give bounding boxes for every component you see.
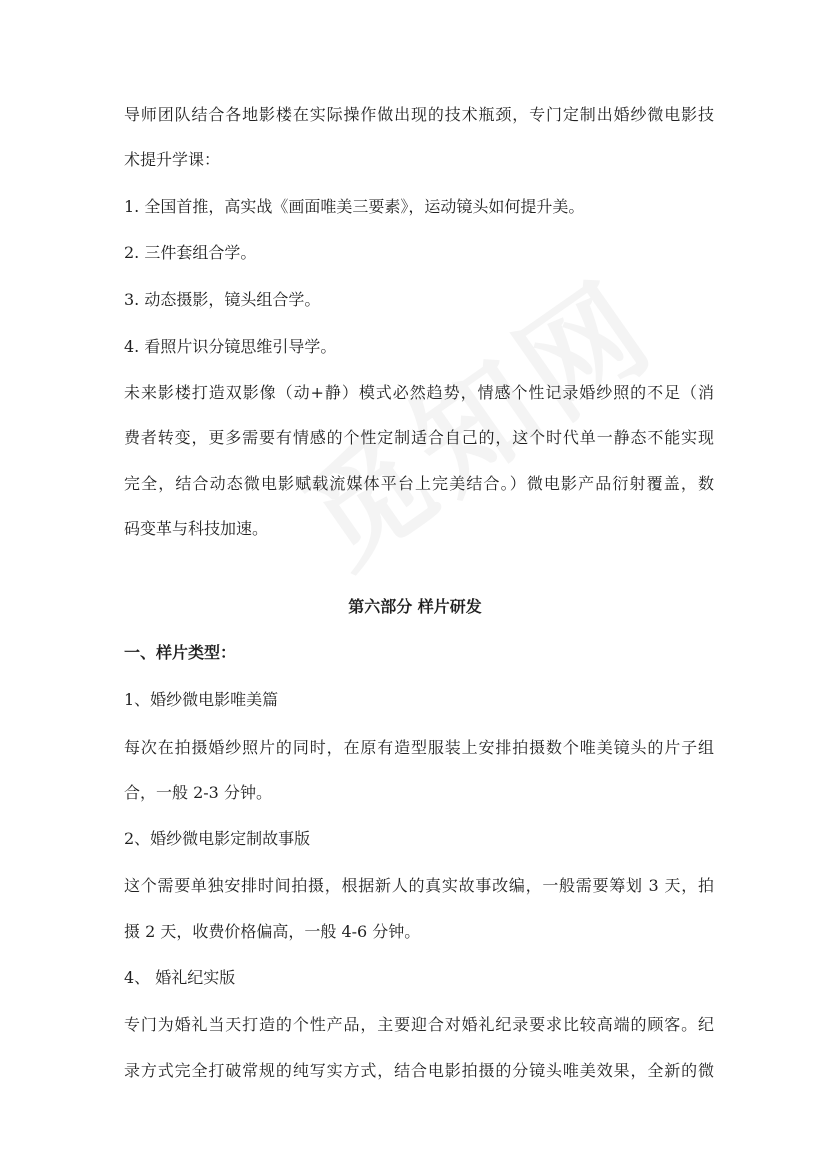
list-item: 2. 三件套组合学。 <box>124 243 257 262</box>
paragraph-line: 完全，结合动态微电影赋载流媒体平台上完美结合。）微电影产品衍射覆盖，数 <box>124 474 714 493</box>
paragraph-line: 术提升学课： <box>124 150 221 169</box>
paragraph-line: 专门为婚礼当天打造的个性产品，主要迎合对婚礼纪录要求比较高端的顾客。纪 <box>124 1015 714 1034</box>
item-heading: 4、 婚礼纪实版 <box>124 968 236 987</box>
section-title: 第六部分 样片研发 <box>348 597 482 616</box>
list-item: 1. 全国首推，高实战《画面唯美三要素》，运动镜头如何提升美。 <box>124 197 585 216</box>
list-item: 3. 动态摄影，镜头组合学。 <box>124 290 321 309</box>
paragraph-line: 合，一般 2-3 分钟。 <box>124 783 272 802</box>
watermark <box>266 234 684 599</box>
item-heading: 2、婚纱微电影定制故事版 <box>124 829 311 848</box>
list-item: 4. 看照片识分镜思维引导学。 <box>124 337 337 356</box>
paragraph-line: 摄 2 天，收费价格偏高，一般 4-6 分钟。 <box>124 922 421 941</box>
paragraph-line: 这个需要单独安排时间拍摄，根据新人的真实故事改编，一般需要筹划 3 天，拍 <box>124 876 714 895</box>
item-heading: 1、婚纱微电影唯美篇 <box>124 690 279 709</box>
paragraph-line: 码变革与科技加速。 <box>124 519 269 538</box>
paragraph-line: 导师团队结合各地影楼在实际操作做出现的技术瓶颈，专门定制出婚纱微电影技 <box>124 105 714 124</box>
paragraph-line: 每次在拍摄婚纱照片的同时，在原有造型服装上安排拍摄数个唯美镜头的片子组 <box>124 738 714 757</box>
paragraph-line: 录方式完全打破常规的纯写实方式，结合电影拍摄的分镜头唯美效果，全新的微 <box>124 1061 714 1080</box>
paragraph-line: 未来影楼打造双影像（动+静）模式必然趋势，情感个性记录婚纱照的不足（消 <box>124 383 714 402</box>
paragraph-line: 费者转变，更多需要有情感的个性定制适合自己的，这个时代单一静态不能实现 <box>124 428 714 447</box>
subsection-heading: 一、样片类型： <box>124 643 237 662</box>
